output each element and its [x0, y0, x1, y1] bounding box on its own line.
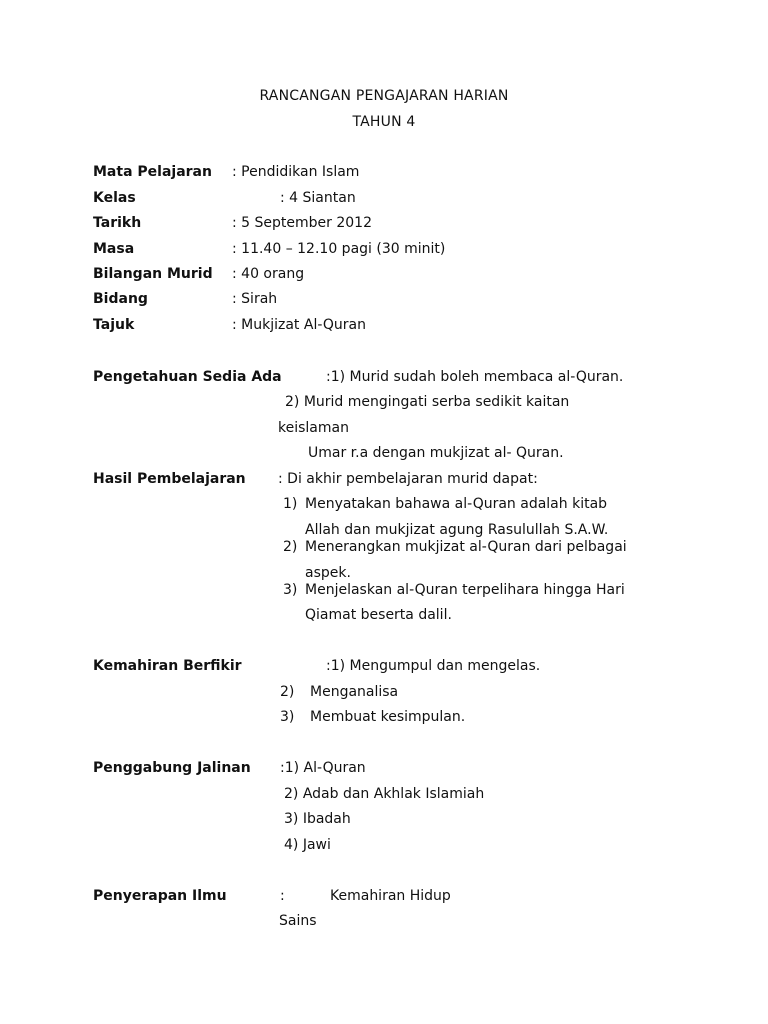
pengetahuan-line-1: :1) Murid sudah boleh membaca al-Quran.	[326, 369, 624, 385]
bilangan-murid-value: : 40 orang	[232, 266, 305, 282]
kelas-value: : 4 Siantan	[280, 190, 356, 206]
pengetahuan-line-4: Umar r.a dengan mukjizat al- Quran.	[308, 445, 564, 461]
document-subtitle: TAHUN 4	[352, 114, 416, 130]
tarikh-label: Tarikh	[93, 215, 142, 231]
hasil-item-1-number: 1)	[283, 496, 298, 512]
kemahiran-item-2-text: Menganalisa	[310, 684, 399, 700]
penggabung-line-4: 4) Jawi	[284, 837, 331, 853]
mata-pelajaran-value: : Pendidikan Islam	[232, 164, 360, 180]
tajuk-value: : Mukjizat Al-Quran	[232, 317, 367, 333]
penyerapan-label: Penyerapan Ilmu	[93, 888, 227, 904]
hasil-item-3-number: 3)	[283, 582, 298, 598]
penggabung-line-2: 2) Adab dan Akhlak Islamiah	[284, 786, 485, 802]
bidang-value: : Sirah	[232, 291, 278, 307]
masa-value: : 11.40 – 12.10 pagi (30 minit)	[232, 241, 446, 257]
hasil-item-2-number: 2)	[283, 539, 298, 555]
pengetahuan-line-3: keislaman	[278, 420, 349, 436]
document-title: RANCANGAN PENGAJARAN HARIAN	[259, 88, 509, 104]
kemahiran-label: Kemahiran Berfikir	[93, 658, 242, 674]
pengetahuan-line-2: 2) Murid mengingati serba sedikit kaitan	[285, 394, 570, 410]
hasil-item-1-line-1: Menyatakan bahawa al-Quran adalah kitab	[305, 496, 608, 512]
hasil-item-2-line-2: aspek.	[305, 565, 351, 581]
hasil-item-1-line-2: Allah dan mukjizat agung Rasulullah S.A.W.	[305, 522, 609, 538]
tarikh-value: : 5 September 2012	[232, 215, 372, 231]
hasil-label: Hasil Pembelajaran	[93, 471, 246, 487]
pengetahuan-label: Pengetahuan Sedia Ada	[93, 369, 282, 385]
kemahiran-line-1: :1) Mengumpul dan mengelas.	[326, 658, 541, 674]
penggabung-label: Penggabung Jalinan	[93, 760, 251, 776]
hasil-item-3-line-2: Qiamat beserta dalil.	[305, 607, 452, 623]
kemahiran-item-2-number: 2)	[280, 684, 295, 700]
bilangan-murid-label: Bilangan Murid	[93, 266, 213, 282]
penggabung-line-3: 3) Ibadah	[284, 811, 351, 827]
hasil-item-2-line-1: Menerangkan mukjizat al-Quran dari pelbagai	[305, 539, 627, 555]
bidang-label: Bidang	[93, 291, 148, 307]
penyerapan-colon: :	[280, 888, 285, 904]
mata-pelajaran-label: Mata Pelajaran	[93, 164, 212, 180]
kemahiran-item-3-number: 3)	[280, 709, 295, 725]
kemahiran-item-3-text: Membuat kesimpulan.	[310, 709, 466, 725]
penggabung-line-1: :1) Al-Quran	[280, 760, 366, 776]
penyerapan-line-2: Sains	[279, 913, 317, 929]
penyerapan-line-1: Kemahiran Hidup	[330, 888, 451, 904]
hasil-intro: : Di akhir pembelajaran murid dapat:	[278, 471, 538, 487]
tajuk-label: Tajuk	[93, 317, 135, 333]
kelas-label: Kelas	[93, 190, 136, 206]
hasil-item-3-line-1: Menjelaskan al-Quran terpelihara hingga Hari	[305, 582, 625, 598]
masa-label: Masa	[93, 241, 135, 257]
